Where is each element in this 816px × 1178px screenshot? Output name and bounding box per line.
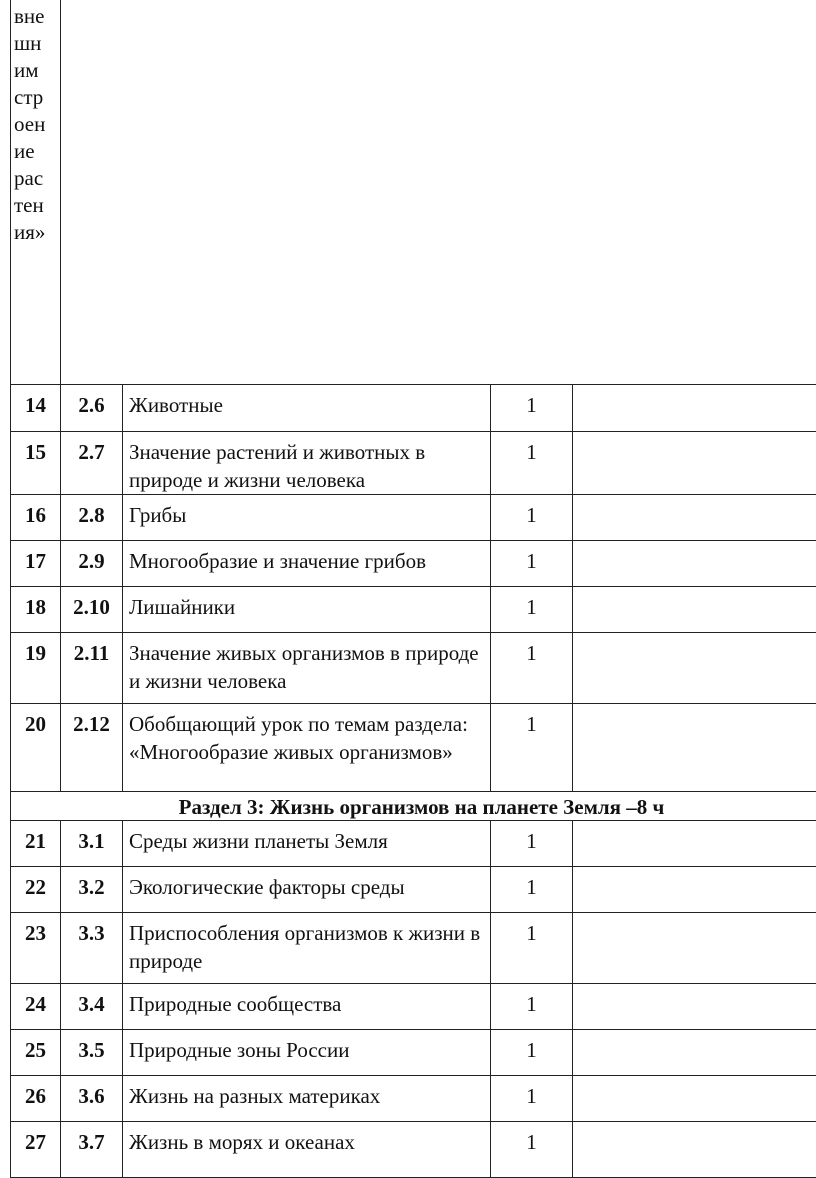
- hours-cell: 1: [491, 913, 573, 984]
- fragment-cell: [11, 0, 61, 385]
- table-body: [11, 0, 816, 1178]
- lesson-number-cell: 18: [11, 587, 61, 633]
- lesson-plan-table: [10, 0, 816, 1178]
- topic-code-cell: 3.6: [61, 1076, 123, 1122]
- lesson-number-cell: 23: [11, 913, 61, 984]
- table-row: [11, 913, 816, 984]
- hours-cell: 1: [491, 432, 573, 495]
- empty-cell: [573, 1030, 816, 1076]
- hours-cell: 1: [491, 1030, 573, 1076]
- empty-cell: [573, 633, 816, 704]
- topic-code-cell: 2.7: [61, 432, 123, 495]
- table-row: [11, 704, 816, 792]
- fragment-text: внешним строение растения»: [14, 3, 48, 246]
- empty-cell: [573, 704, 816, 792]
- hours-cell: 1: [491, 1122, 573, 1178]
- lesson-number-cell: 22: [11, 867, 61, 913]
- fragment-empty-cell: [61, 0, 816, 385]
- table-row: [11, 587, 816, 633]
- empty-cell: [573, 821, 816, 867]
- topic-code-cell: 3.2: [61, 867, 123, 913]
- table-row: [11, 821, 816, 867]
- empty-cell: [573, 587, 816, 633]
- topic-code-cell: 2.12: [61, 704, 123, 792]
- table-row: [11, 432, 816, 495]
- lesson-number-cell: 24: [11, 984, 61, 1030]
- topic-code-cell: 2.8: [61, 495, 123, 541]
- topic-code-cell: 3.1: [61, 821, 123, 867]
- empty-cell: [573, 495, 816, 541]
- lesson-number-cell: 14: [11, 385, 61, 432]
- lesson-number-cell: 27: [11, 1122, 61, 1178]
- topic-cell: Значение растений и животных в природе и жизни человека: [123, 432, 491, 495]
- lesson-number-cell: 25: [11, 1030, 61, 1076]
- lesson-number-cell: 16: [11, 495, 61, 541]
- table-row: [11, 495, 816, 541]
- table-row: [11, 541, 816, 587]
- topic-code-cell: 2.11: [61, 633, 123, 704]
- empty-cell: [573, 984, 816, 1030]
- empty-cell: [573, 867, 816, 913]
- topic-code-cell: 2.10: [61, 587, 123, 633]
- topic-cell: Жизнь в морях и океанах: [123, 1122, 491, 1178]
- empty-cell: [573, 1122, 816, 1178]
- table-row: [11, 984, 816, 1030]
- topic-cell: Жизнь на разных материках: [123, 1076, 491, 1122]
- topic-cell: Обобщающий урок по темам раздела: «Многообразие живых организмов»: [123, 704, 491, 792]
- topic-cell: Лишайники: [123, 587, 491, 633]
- section-header-row: [11, 792, 816, 821]
- topic-cell: Грибы: [123, 495, 491, 541]
- table-row: [11, 867, 816, 913]
- empty-cell: [573, 913, 816, 984]
- topic-code-cell: 2.9: [61, 541, 123, 587]
- empty-cell: [573, 541, 816, 587]
- table-row: [11, 385, 816, 432]
- lesson-number-cell: 26: [11, 1076, 61, 1122]
- topic-code-cell: 3.4: [61, 984, 123, 1030]
- hours-cell: 1: [491, 633, 573, 704]
- section-title: Раздел 3: Жизнь организмов на планете Земля –8 ч: [11, 792, 816, 821]
- hours-cell: 1: [491, 385, 573, 432]
- lesson-number-cell: 20: [11, 704, 61, 792]
- topic-code-cell: 3.3: [61, 913, 123, 984]
- topic-cell: Экологические факторы среды: [123, 867, 491, 913]
- topic-cell: Природные зоны России: [123, 1030, 491, 1076]
- hours-cell: 1: [491, 867, 573, 913]
- hours-cell: 1: [491, 541, 573, 587]
- topic-cell: Природные сообщества: [123, 984, 491, 1030]
- lesson-number-cell: 21: [11, 821, 61, 867]
- lesson-number-cell: 19: [11, 633, 61, 704]
- fragment-row: [11, 0, 816, 385]
- topic-code-cell: 2.6: [61, 385, 123, 432]
- lesson-number-cell: 17: [11, 541, 61, 587]
- topic-code-cell: 3.7: [61, 1122, 123, 1178]
- hours-cell: 1: [491, 821, 573, 867]
- topic-cell: Приспособления организмов к жизни в природе: [123, 913, 491, 984]
- hours-cell: 1: [491, 587, 573, 633]
- empty-cell: [573, 385, 816, 432]
- topic-code-cell: 3.5: [61, 1030, 123, 1076]
- empty-cell: [573, 1076, 816, 1122]
- hours-cell: 1: [491, 704, 573, 792]
- table-row: [11, 1076, 816, 1122]
- topic-cell: Многообразие и значение грибов: [123, 541, 491, 587]
- table-row: [11, 633, 816, 704]
- lesson-number-cell: 15: [11, 432, 61, 495]
- hours-cell: 1: [491, 495, 573, 541]
- topic-cell: Среды жизни планеты Земля: [123, 821, 491, 867]
- table-row: [11, 1122, 816, 1178]
- hours-cell: 1: [491, 984, 573, 1030]
- table-row: [11, 1030, 816, 1076]
- topic-cell: Значение живых организмов в природе и жизни человека: [123, 633, 491, 704]
- topic-cell: Животные: [123, 385, 491, 432]
- hours-cell: 1: [491, 1076, 573, 1122]
- empty-cell: [573, 432, 816, 495]
